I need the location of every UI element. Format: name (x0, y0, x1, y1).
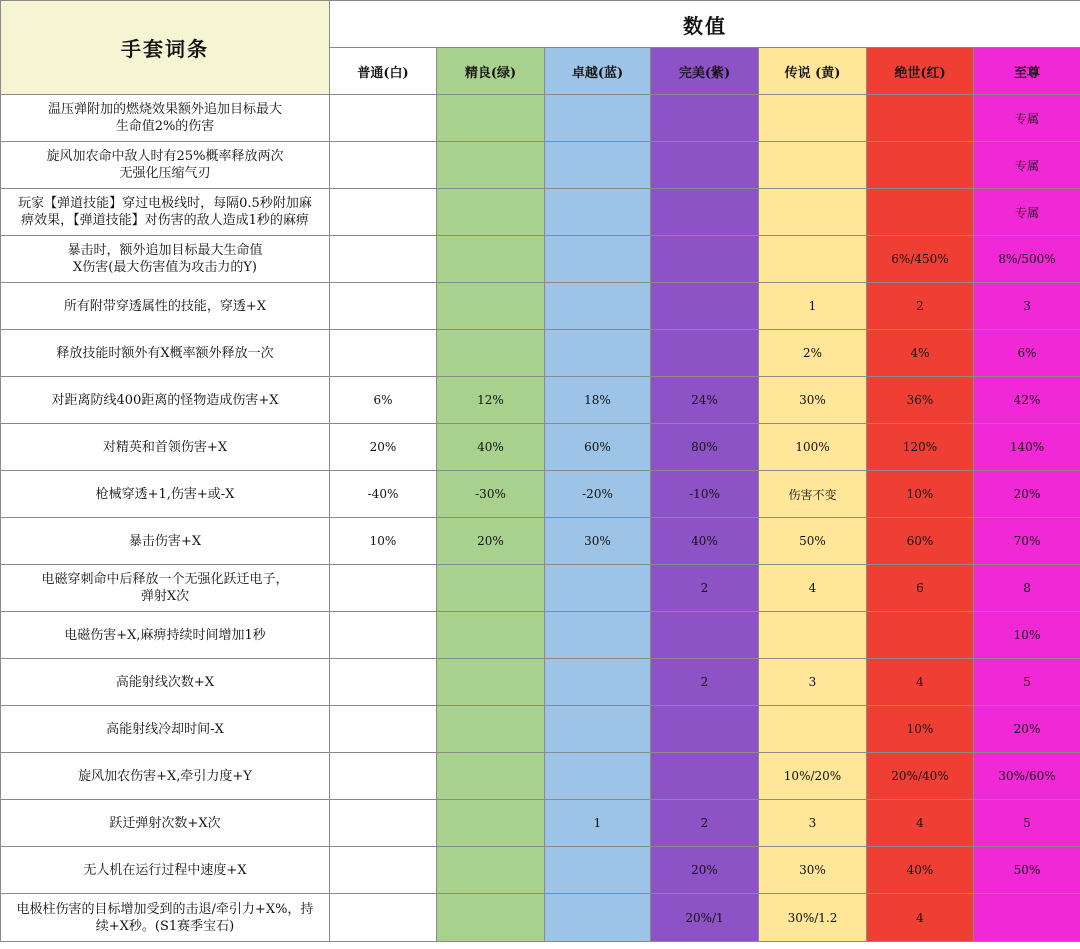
value-cell (867, 95, 974, 142)
value-cell: 30% (545, 518, 651, 565)
affix-name: 暴击伤害+X (1, 518, 330, 565)
value-cell: 40% (437, 424, 545, 471)
value-cell: 50% (974, 847, 1080, 894)
table-row (1, 236, 1080, 283)
value-cell (437, 565, 545, 612)
value-cell: 伤害不变 (759, 471, 867, 518)
values-header: 数值 (330, 1, 1080, 48)
value-cell: 10% (867, 471, 974, 518)
affix-name: 对精英和首领伤害+X (1, 424, 330, 471)
value-cell (651, 706, 759, 753)
value-cell (330, 283, 437, 330)
value-cell: 3 (974, 283, 1080, 330)
value-cell: -10% (651, 471, 759, 518)
value-cell: 42% (974, 377, 1080, 424)
value-cell (437, 236, 545, 283)
value-cell: 12% (437, 377, 545, 424)
value-cell: 3 (759, 659, 867, 706)
value-cell: 100% (759, 424, 867, 471)
value-cell: 10% (867, 706, 974, 753)
value-cell (545, 283, 651, 330)
value-cell: 10% (330, 518, 437, 565)
value-cell: 18% (545, 377, 651, 424)
value-cell: 2 (651, 800, 759, 847)
value-cell (545, 142, 651, 189)
value-cell (437, 283, 545, 330)
table-row (1, 142, 1080, 189)
value-cell (759, 189, 867, 236)
affix-name: 电磁伤害+X,麻痹持续时间增加1秒 (1, 612, 330, 659)
affix-name: 跃迁弹射次数+X次 (1, 800, 330, 847)
value-cell (330, 706, 437, 753)
value-cell (974, 894, 1080, 942)
value-cell: 1 (545, 800, 651, 847)
affix-name: 玩家【弹道技能】穿过电极线时，每隔0.5秒附加麻 痹效果，【弹道技能】对伤害的敌人造成1秒的麻痹 (1, 189, 330, 236)
value-cell: 专属 (974, 189, 1080, 236)
value-cell: 20% (974, 471, 1080, 518)
table-row (1, 706, 1080, 753)
value-cell: 专属 (974, 95, 1080, 142)
table-row (1, 847, 1080, 894)
value-cell (759, 142, 867, 189)
value-cell (330, 142, 437, 189)
grade-header-3: 完美(紫) (651, 48, 759, 95)
table-row (1, 283, 1080, 330)
value-cell: 30%/60% (974, 753, 1080, 800)
table-row (1, 894, 1080, 942)
value-cell: 2 (651, 565, 759, 612)
grade-header-2: 卓越(蓝) (545, 48, 651, 95)
value-cell (330, 565, 437, 612)
value-cell: -40% (330, 471, 437, 518)
value-cell (759, 95, 867, 142)
value-cell: 4 (867, 800, 974, 847)
table-row (1, 95, 1080, 142)
affix-column-title: 手套词条 (1, 1, 330, 95)
value-cell: 2 (651, 659, 759, 706)
affix-name: 暴击时，额外追加目标最大生命值 X伤害(最大伤害值为攻击力的Y) (1, 236, 330, 283)
value-cell: 专属 (974, 142, 1080, 189)
grade-header-4: 传说 (黄) (759, 48, 867, 95)
value-cell (330, 894, 437, 942)
grade-header-1: 精良(绿) (437, 48, 545, 95)
value-cell: 140% (974, 424, 1080, 471)
value-cell (545, 565, 651, 612)
value-cell (651, 189, 759, 236)
value-cell: 4 (867, 894, 974, 942)
value-cell: 70% (974, 518, 1080, 565)
value-cell (437, 659, 545, 706)
value-cell: 40% (867, 847, 974, 894)
affix-name: 所有附带穿透属性的技能，穿透+X (1, 283, 330, 330)
value-cell: 6 (867, 565, 974, 612)
value-cell (545, 659, 651, 706)
value-cell: 40% (651, 518, 759, 565)
value-cell (330, 659, 437, 706)
value-cell (759, 706, 867, 753)
value-cell: 80% (651, 424, 759, 471)
value-cell (867, 142, 974, 189)
table-row (1, 612, 1080, 659)
value-cell (867, 189, 974, 236)
value-cell: 10%/20% (759, 753, 867, 800)
value-cell (545, 95, 651, 142)
value-cell (437, 800, 545, 847)
value-cell: 20%/40% (867, 753, 974, 800)
value-cell: 24% (651, 377, 759, 424)
value-cell (545, 753, 651, 800)
value-cell: 2% (759, 330, 867, 377)
value-cell: 60% (545, 424, 651, 471)
value-cell: 20%/1 (651, 894, 759, 942)
value-cell (651, 612, 759, 659)
value-cell: 30%/1.2 (759, 894, 867, 942)
value-cell (330, 800, 437, 847)
value-cell (437, 706, 545, 753)
value-cell (545, 189, 651, 236)
table-row (1, 518, 1080, 565)
affix-name: 枪械穿透+1,伤害+或-X (1, 471, 330, 518)
value-cell (330, 847, 437, 894)
value-cell (545, 847, 651, 894)
value-cell (437, 189, 545, 236)
value-cell: 120% (867, 424, 974, 471)
value-cell (330, 330, 437, 377)
value-cell (759, 236, 867, 283)
value-cell: 2 (867, 283, 974, 330)
table-row (1, 377, 1080, 424)
table-row (1, 800, 1080, 847)
value-cell: 4% (867, 330, 974, 377)
value-cell (545, 612, 651, 659)
affix-name: 对距离防线400距离的怪物造成伤害+X (1, 377, 330, 424)
value-cell (330, 95, 437, 142)
table-row (1, 424, 1080, 471)
value-cell: 1 (759, 283, 867, 330)
value-cell: 8 (974, 565, 1080, 612)
value-cell (437, 847, 545, 894)
value-cell: 20% (437, 518, 545, 565)
affix-name: 无人机在运行过程中速度+X (1, 847, 330, 894)
value-cell (651, 753, 759, 800)
affix-name: 温压弹附加的燃烧效果额外追加目标最大 生命值2%的伤害 (1, 95, 330, 142)
value-cell: 3 (759, 800, 867, 847)
affix-name: 电磁穿刺命中后释放一个无强化跃迁电子， 弹射X次 (1, 565, 330, 612)
value-cell: 8%/500% (974, 236, 1080, 283)
value-cell: 6%/450% (867, 236, 974, 283)
value-cell (437, 95, 545, 142)
value-cell (330, 236, 437, 283)
affix-name: 高能射线冷却时间-X (1, 706, 330, 753)
table-row (1, 189, 1080, 236)
value-cell (651, 330, 759, 377)
value-cell: 5 (974, 800, 1080, 847)
value-cell: 36% (867, 377, 974, 424)
value-cell (759, 612, 867, 659)
value-cell: 4 (867, 659, 974, 706)
value-cell (437, 894, 545, 942)
value-cell (330, 612, 437, 659)
grade-header-6: 至尊 (974, 48, 1080, 95)
value-cell (437, 753, 545, 800)
value-cell: 50% (759, 518, 867, 565)
value-cell (545, 894, 651, 942)
table-row (1, 471, 1080, 518)
value-cell: 4 (759, 565, 867, 612)
value-cell: 20% (651, 847, 759, 894)
affix-name: 旋风加农伤害+X,牵引力度+Y (1, 753, 330, 800)
value-cell: 6% (330, 377, 437, 424)
value-cell (545, 706, 651, 753)
value-cell: 30% (759, 377, 867, 424)
grade-header-5: 绝世(红) (867, 48, 974, 95)
value-cell: 20% (330, 424, 437, 471)
affix-name: 高能射线次数+X (1, 659, 330, 706)
value-cell (545, 236, 651, 283)
table-body (1, 95, 1080, 942)
value-cell: 5 (974, 659, 1080, 706)
value-cell (330, 753, 437, 800)
affix-name: 旋风加农命中敌人时有25%概率释放两次 无强化压缩气刃 (1, 142, 330, 189)
affix-name: 释放技能时额外有X概率额外释放一次 (1, 330, 330, 377)
value-cell (437, 330, 545, 377)
value-cell (651, 236, 759, 283)
value-cell: 6% (974, 330, 1080, 377)
value-cell (437, 142, 545, 189)
value-cell (330, 189, 437, 236)
table-row (1, 659, 1080, 706)
table-row (1, 565, 1080, 612)
value-cell: 30% (759, 847, 867, 894)
value-cell (545, 330, 651, 377)
affix-name: 电极柱伤害的目标增加受到的击退/牵引力+X%，持 续+X秒。(S1赛季宝石) (1, 894, 330, 942)
value-cell: 10% (974, 612, 1080, 659)
value-cell (651, 142, 759, 189)
value-cell (867, 612, 974, 659)
value-cell (651, 95, 759, 142)
table-row (1, 753, 1080, 800)
value-cell (437, 612, 545, 659)
value-cell: 60% (867, 518, 974, 565)
grade-header-0: 普通(白) (330, 48, 437, 95)
value-cell: -20% (545, 471, 651, 518)
table-row (1, 330, 1080, 377)
table-header (1, 1, 1080, 95)
value-cell: 20% (974, 706, 1080, 753)
value-cell: -30% (437, 471, 545, 518)
value-cell (651, 283, 759, 330)
